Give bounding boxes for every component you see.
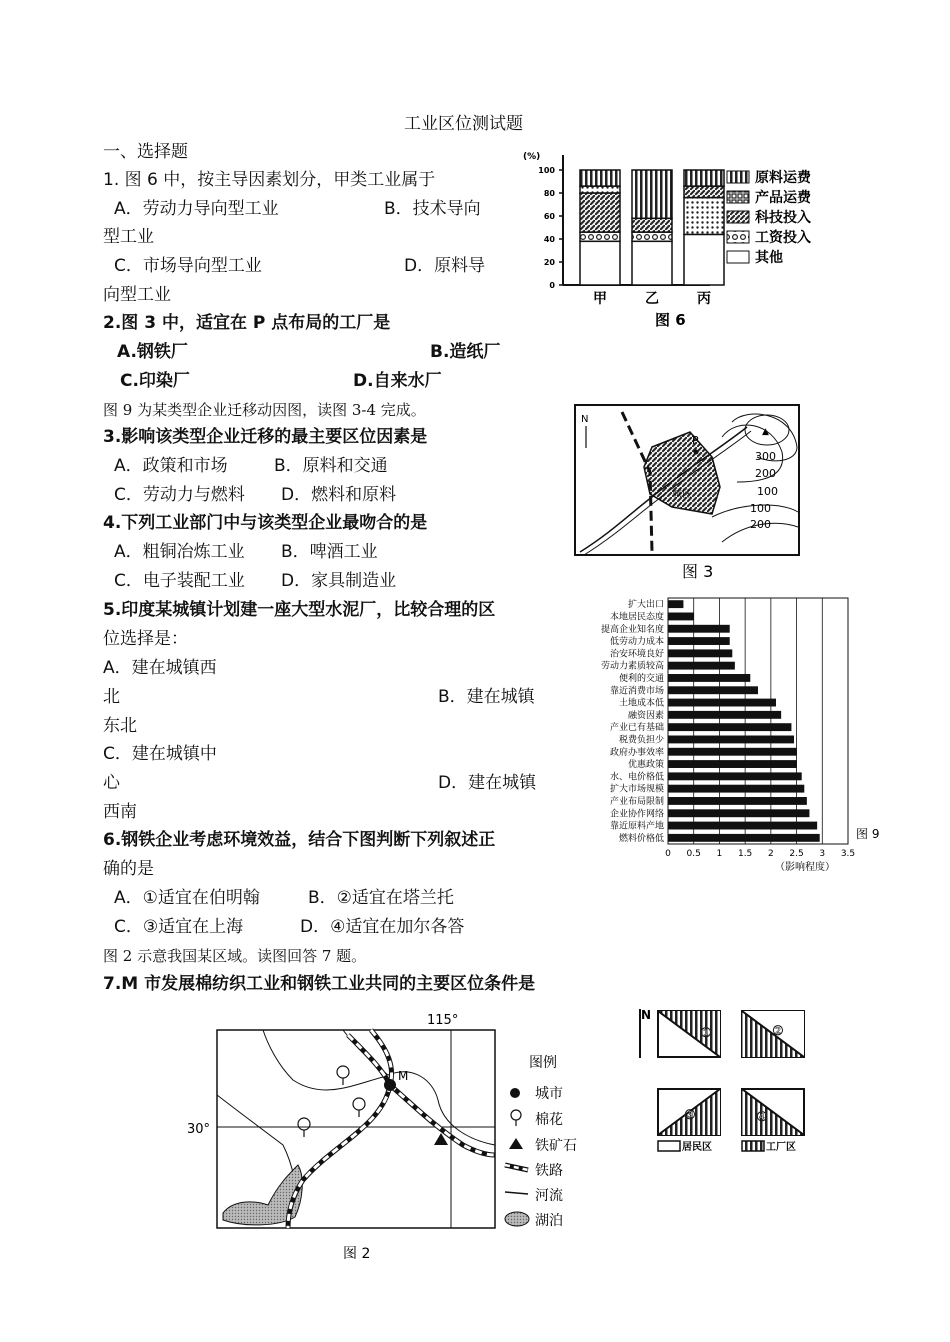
q1-option-d: D．原料导	[404, 256, 486, 276]
q6-option-d: D．④适宜在加尔各答	[300, 917, 465, 937]
fig9-bar	[668, 625, 730, 633]
contour-label-300: 300	[755, 450, 776, 463]
fig9-xtick-label: 1	[716, 849, 723, 859]
fig9-bar	[668, 686, 758, 694]
fig6-caption: 图 6	[655, 311, 686, 329]
legend-river-icon	[505, 1192, 528, 1194]
env-cell-3-label: ③	[684, 1108, 696, 1123]
fig2-lat-label: 30°	[187, 1122, 211, 1137]
fig9-category-label: 产业布局限制	[609, 796, 664, 807]
q2-option-d: D.自来水厂	[353, 371, 442, 391]
fig9-category-label: 融资因素	[627, 710, 664, 721]
fig6-bar-segment	[632, 170, 672, 218]
fig9-category-label: 靠近原料产地	[609, 821, 664, 832]
env-cell-4	[742, 1089, 804, 1135]
q6-option-a: A．①适宜在伯明翰	[114, 888, 260, 908]
legend-city-label: 城市	[535, 1086, 563, 1102]
legend-iron-label: 铁矿石	[535, 1138, 577, 1154]
fig-env	[630, 1003, 820, 1158]
q2-option-c: C.印染厂	[120, 371, 190, 391]
fig9-category-label: 靠近消费市场	[609, 686, 664, 697]
fig6-bar-segment	[684, 170, 724, 186]
q3-stem: 3.影响该类型企业迁移的最主要区位因素是	[103, 427, 428, 447]
fig9-chart	[560, 592, 890, 882]
fig9-bar	[668, 613, 694, 621]
legend-railway-label: 铁路	[535, 1163, 563, 1179]
env-cell-3	[658, 1089, 720, 1135]
fig9-category-label: 企业协作网络	[609, 809, 664, 820]
legend-lake-icon	[505, 1212, 529, 1226]
q4-option-b: B．啤酒工业	[281, 542, 378, 562]
fig2-city-label: M	[398, 1069, 409, 1083]
page-title: 工业区位测试题	[404, 114, 523, 134]
fig2-caption: 图 2	[343, 1246, 371, 1262]
fig9-bar	[668, 785, 804, 793]
q5-option-b-cont: 东北	[103, 716, 137, 736]
fig6-bar-segment	[684, 186, 724, 198]
fig3-map	[572, 402, 804, 584]
fig9-category-label: 劳动力素质较高	[600, 661, 664, 672]
fig9-bar	[668, 736, 794, 744]
fig6-bar-segment	[580, 193, 620, 232]
q4-stem: 4.下列工业部门中与该类型企业最吻合的是	[103, 513, 428, 533]
q4-option-d: D．家具制造业	[281, 571, 397, 591]
fig9-category-label: 土地成本低	[618, 698, 664, 709]
fig9-xtick-label: 2.5	[789, 849, 804, 859]
contour-label-200: 200	[755, 467, 776, 480]
fig9-caption: 图 9	[856, 827, 880, 841]
q3-option-a: A．政策和市场	[114, 456, 228, 476]
fig6-unit: (%)	[523, 152, 541, 162]
point-p-marker	[694, 450, 699, 455]
q6-option-b: B．②适宜在塔兰托	[308, 888, 454, 908]
q2-stem: 2.图 3 中，适宜在 P 点布局的工厂是	[103, 313, 391, 333]
fig6-legend-label-5: 其他	[755, 250, 783, 266]
fig6-bar-1	[580, 170, 620, 285]
fig9-intro: 图 9 为某类型企业迁移动因图，读图 3-4 完成。	[103, 401, 426, 419]
fig6-bar-segment	[632, 241, 672, 285]
q3-option-d: D．燃料和原料	[281, 485, 397, 505]
q7-stem: 7.M 市发展棉纺织工业和钢铁工业共同的主要区位条件是	[103, 974, 536, 994]
legend-cotton-icon	[511, 1110, 521, 1126]
contour-label-100b: 100	[750, 502, 771, 515]
fig6-ytick-label: 40	[543, 235, 555, 244]
q3-option-c: C．劳动力与燃料	[114, 485, 245, 505]
fig-env-north-label: N	[641, 1008, 652, 1022]
fig9-category-label: 政府办事效率	[609, 747, 664, 758]
fig9-bar	[668, 772, 802, 780]
fig9-category-label: 扩大市场规模	[609, 784, 664, 795]
fig6-bar-segment	[580, 241, 620, 285]
fig9-bar	[668, 662, 735, 670]
fig9-xlabel: （影响程度）	[775, 862, 835, 873]
q5-option-d-cont: 西南	[103, 802, 137, 822]
legend-industrial-swatch	[742, 1141, 764, 1151]
fig6-bar-3	[684, 170, 724, 285]
fig6-ytick-label: 0	[549, 281, 555, 290]
env-cell-4-label: ④	[756, 1110, 768, 1125]
fig6-category-label: 甲	[593, 291, 607, 307]
q5-stem: 5.印度某城镇计划建一座大型水泥厂，比较合理的区	[103, 600, 496, 620]
legend-residential-label: 居民区	[682, 1142, 712, 1153]
q5-option-d: D．建在城镇	[438, 773, 537, 793]
q1-stem: 1. 图 6 中，按主导因素划分，甲类工业属于	[103, 170, 436, 190]
q5-option-c: C．建在城镇中	[103, 744, 217, 764]
fig9-category-label: 本地居民态度	[609, 612, 664, 623]
env-cell-1-label: ①	[700, 1026, 712, 1041]
fig9-category-label: 税费负担少	[618, 735, 664, 746]
fig9-bar	[668, 637, 730, 645]
q1-option-c: C．市场导向型工业	[114, 256, 262, 276]
q5-option-c-cont: 心	[103, 773, 120, 793]
q4-option-a: A．粗铜冶炼工业	[114, 542, 245, 562]
fig9-category-label: 治安环境良好	[609, 649, 664, 660]
q1-option-b-cont: 型工业	[103, 227, 154, 247]
fig9-bar	[668, 822, 817, 830]
fig6-chart	[515, 145, 895, 335]
legend-industrial-label: 工厂区	[766, 1142, 796, 1153]
q3-option-b: B．原料和交通	[274, 456, 388, 476]
legend-cotton-label: 棉花	[535, 1112, 563, 1128]
fig9-category-label: 产业已有基础	[609, 723, 664, 734]
fig9-bar	[668, 834, 820, 842]
fig6-bar-segment	[632, 218, 672, 232]
env-cell-2	[742, 1011, 804, 1057]
fig9-bar	[668, 600, 683, 608]
fig9-plot-area	[668, 598, 848, 844]
fig9-bar	[668, 674, 750, 682]
fig6-ytick-label: 60	[543, 212, 555, 221]
fig9-xtick-label: 3.5	[840, 849, 856, 859]
fig6-legend-label-4: 工资投入	[755, 230, 811, 246]
contour-label-200b: 200	[750, 518, 771, 531]
legend-river-label: 河流	[535, 1188, 563, 1204]
fig9-xtick-label: 0	[665, 849, 671, 859]
fig6-bar-segment	[632, 232, 672, 241]
q5-option-b: B．建在城镇	[438, 687, 535, 707]
fig6-bar-2	[632, 170, 672, 285]
fig6-ytick-label: 20	[543, 258, 555, 267]
legend-city-icon	[510, 1088, 520, 1098]
fig6-legend-label-3: 科技投入	[755, 210, 811, 226]
q5-option-a: A．建在城镇西	[103, 658, 217, 678]
q6-stem: 6.钢铁企业考虑环境效益，结合下图判断下列叙述正	[103, 830, 496, 850]
fig6-bar-segment	[580, 186, 620, 193]
fig6-ytick-label: 100	[538, 166, 555, 175]
fig6-bar-segment	[684, 198, 724, 235]
section-heading: 一、选择题	[103, 142, 188, 162]
fig3-city-label: 城区	[672, 489, 692, 500]
env-cell-2-label: ②	[772, 1024, 784, 1039]
q5-option-a-cont: 北	[103, 687, 120, 707]
fig6-ytick-label: 80	[543, 189, 555, 198]
fig9-bar	[668, 809, 809, 817]
fig9-category-label: 燃料价格低	[618, 833, 664, 844]
fig9-bar	[668, 797, 807, 805]
fig6-legend	[727, 169, 812, 266]
fig2-legend-title: 图例	[529, 1055, 557, 1071]
fig6-bar-segment	[580, 170, 620, 186]
q1-option-d-cont: 向型工业	[103, 285, 171, 305]
fig9-xtick-label: 2	[767, 849, 774, 859]
env-cell-1	[658, 1011, 720, 1057]
fig6-legend-label-2: 产品运费	[755, 190, 811, 206]
fig9-category-label: 水、电价格低	[609, 772, 664, 783]
fig9-xtick-label: 1.5	[737, 849, 753, 859]
fig9-bar	[668, 748, 797, 756]
fig9-category-label: 便利的交通	[618, 673, 664, 684]
fig6-legend-label-1: 原料运费	[755, 170, 811, 186]
fig2-intro: 图 2 示意我国某区域。读图回答 7 题。	[103, 947, 367, 965]
fig9-bar	[668, 711, 781, 719]
fig9-bar	[668, 723, 791, 731]
fig9-bar	[668, 649, 732, 657]
q5-stem-cont: 位选择是：	[103, 629, 188, 649]
fig9-category-label: 扩大出口	[627, 600, 664, 611]
legend-residential-swatch	[658, 1141, 680, 1151]
fig9-bar	[668, 699, 776, 707]
q6-stem-cont: 确的是	[103, 859, 154, 879]
fig9-xtick-label: 3	[819, 849, 826, 859]
fig9-category-label: 低劳动力成本	[609, 637, 664, 648]
fig3-north-label: N	[581, 414, 589, 425]
fig9-xtick-label: 0.5	[686, 849, 701, 859]
fig6-category-label: 丙	[697, 291, 711, 307]
q1-option-a: A．劳动力导向型工业	[114, 199, 279, 219]
fig3-p-label: P	[692, 434, 699, 447]
fig6-category-label: 乙	[645, 291, 659, 307]
fig9-category-label: 提高企业知名度	[600, 624, 664, 635]
fig6-bar-segment	[684, 234, 724, 285]
fig9-bar	[668, 760, 797, 768]
fig9-category-label: 优惠政策	[627, 760, 664, 771]
fig2-lon-label: 115°	[427, 1013, 459, 1028]
fig3-caption: 图 3	[682, 562, 714, 581]
fig6-bar-segment	[580, 232, 620, 241]
q6-option-c: C．③适宜在上海	[114, 917, 244, 937]
fig2-map	[183, 1005, 603, 1270]
peak-icon: ▲	[762, 427, 769, 437]
q2-option-b: B.造纸厂	[430, 342, 501, 362]
q4-option-c: C．电子装配工业	[114, 571, 245, 591]
q1-option-b: B．技术导向	[384, 199, 481, 219]
legend-iron-icon	[509, 1138, 523, 1149]
q2-option-a: A.钢铁厂	[117, 342, 188, 362]
city-m-marker	[384, 1079, 396, 1091]
legend-lake-label: 湖泊	[535, 1213, 563, 1229]
contour-label-100: 100	[757, 485, 778, 498]
